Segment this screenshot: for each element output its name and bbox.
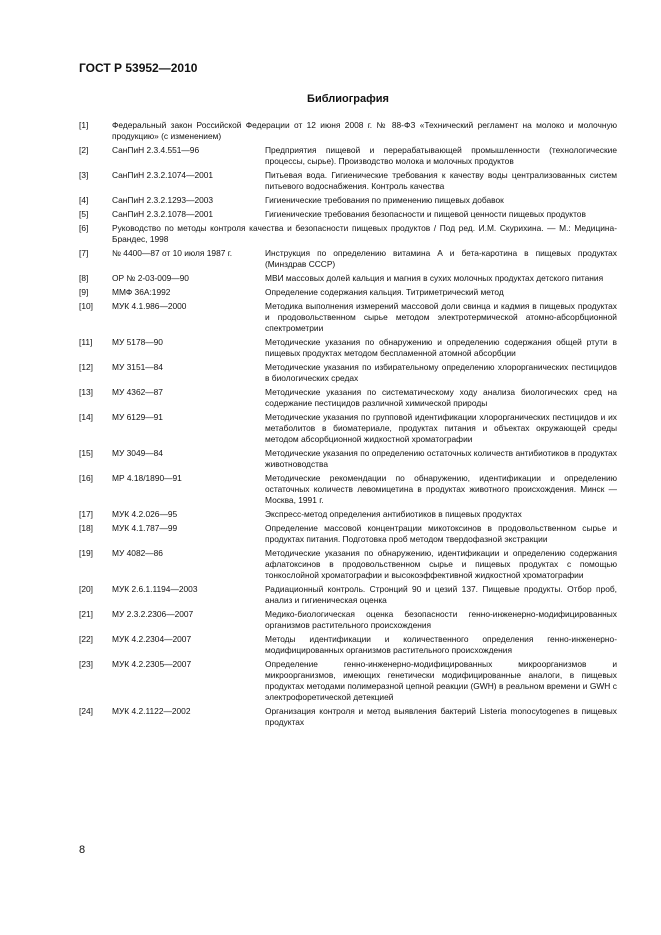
bibliography-entry	[79, 337, 617, 359]
bibliography-entry	[79, 634, 617, 656]
entry-code: МУК 4.2.026—95	[112, 509, 178, 519]
entry-code: МУК 4.2.2304—2007	[112, 634, 192, 644]
bibliography-entry	[79, 548, 617, 581]
bibliography-entry	[79, 170, 617, 192]
entry-code: СанПиН 2.3.2.1074—2001	[112, 170, 214, 180]
entry-description: Питьевая вода. Гигиенические требования к качеству воды централизованных систем питьевого водоснабжения. Контроль качества	[265, 170, 617, 191]
bibliography-entry	[79, 195, 617, 206]
entry-code: МУК 4.2.2305—2007	[112, 659, 192, 669]
entry-description: Экспресс-метод определения антибиотиков в пищевых продуктах	[265, 509, 522, 519]
entry-code: МУ 4082—86	[112, 548, 163, 558]
entry-number: [6]	[79, 223, 89, 233]
entry-code: МУК 4.1.986—2000	[112, 301, 187, 311]
entry-description: Определение содержания кальция. Титриметрический метод	[265, 287, 504, 297]
entry-description: Методы идентификации и количественного определения генно-инженерно-модифицированных организмов растительного происхождения	[265, 634, 617, 655]
entry-description: Методические указания по обнаружению и определению содержания общей ртути в пищевых продуктах методом беспламенной атомной абсорбции	[265, 337, 617, 358]
entry-code: МР 4.18/1890—91	[112, 473, 182, 483]
entry-description: Медико-биологическая оценка безопасности генно-инженерно-модифицированных организмов растительного происхождения	[265, 609, 617, 630]
entry-description: Методические указания по обнаружению, идентификации и определению содержания афлатоксинов в продовольственном сырье и пищевых продуктах с помощью тонкослойной хроматографии и высокоэффективной жидкостной хроматографии	[265, 548, 617, 580]
entry-number: [18]	[79, 523, 93, 533]
entry-description: Предприятия пищевой и перерабатывающей промышленности (технологические процессы, сырье). Производство молока и молочных продуктов	[265, 145, 617, 166]
entry-code: МУК 4.1.787—99	[112, 523, 178, 533]
entry-description: Методика выполнения измерений массовой доли свинца и кадмия в пищевых продуктах и продовольственном сырье методом электротермической атомно-абсорбционной спектрометрии	[265, 301, 617, 333]
entry-number: [7]	[79, 248, 89, 258]
entry-code: № 4400—87 от 10 июля 1987 г.	[112, 248, 233, 258]
entry-number: [24]	[79, 706, 93, 716]
bibliography-entry	[79, 473, 617, 506]
entry-description: Методические рекомендации по обнаружению, идентификации и определению остаточных количеств левомицетина в продуктах животного происхождения. Минск — Москва, 1991 г.	[265, 473, 617, 505]
page-number: 8	[79, 844, 86, 856]
entry-number: [23]	[79, 659, 93, 669]
entry-code: ОР № 2-03-009—90	[112, 273, 189, 283]
bibliography-entry	[79, 223, 617, 245]
entry-description: Методические указания по определению остаточных количеств антибиотиков в продуктах животноводства	[265, 448, 617, 469]
entry-code: ММФ 36А:1992	[112, 287, 171, 297]
entry-code: МУ 3151—84	[112, 362, 163, 372]
bibliography-entry	[79, 209, 617, 220]
entry-code: МУ 5178—90	[112, 337, 163, 347]
entry-number: [2]	[79, 145, 89, 155]
bibliography-entry	[79, 273, 617, 284]
entry-description: МВИ массовых долей кальция и магния в сухих молочных продуктах детского питания	[265, 273, 604, 283]
entry-number: [1]	[79, 120, 89, 130]
entry-number: [9]	[79, 287, 89, 297]
entry-number: [15]	[79, 448, 93, 458]
entry-description: Методические указания по систематическому ходу анализа биологических сред на содержание пестицидов различной химической природы	[265, 387, 617, 408]
entry-number: [13]	[79, 387, 93, 397]
entry-number: [4]	[79, 195, 89, 205]
entry-number: [22]	[79, 634, 93, 644]
entry-code: МУ 2.3.2.2306—2007	[112, 609, 194, 619]
entry-description: Гигиенические требования безопасности и пищевой ценности пищевых продуктов	[265, 209, 586, 219]
bibliography-title: Библиография	[307, 93, 389, 105]
standard-code: ГОСТ Р 53952—2010	[79, 61, 198, 75]
bibliography-entry	[79, 609, 617, 631]
entry-number: [3]	[79, 170, 89, 180]
entry-code: СанПиН 2.3.2.1293—2003	[112, 195, 214, 205]
entry-description: Организация контроля и метод выявления бактерий Listeria monocytogenes в пищевых продуктах	[265, 706, 617, 727]
entry-text: Руководство по методы контроля качества и безопасности пищевых продуктов / Под ред. И.М. Скурихина. — М.: Медицина-Брандес, 1998	[112, 223, 617, 244]
entry-number: [12]	[79, 362, 93, 372]
entry-code: МУ 3049—84	[112, 448, 163, 458]
entry-code: МУ 4362—87	[112, 387, 163, 397]
bibliography-entry	[79, 248, 617, 270]
entry-code: МУ 6129—91	[112, 412, 163, 422]
entry-number: [17]	[79, 509, 93, 519]
bibliography-entry	[79, 145, 617, 167]
entry-description: Методические указания по групповой идентификации хлорорганических пестицидов и их метаболитов в биоматериале, продуктах питания и объектах окружающей среды методом абсорбционной жидкостной хроматографии	[265, 412, 617, 444]
entry-code: СанПиН 2.3.4.551—96	[112, 145, 200, 155]
bibliography-entry	[79, 301, 617, 334]
entry-number: [16]	[79, 473, 93, 483]
entry-text: Федеральный закон Российской Федерации от 12 июня 2008 г. № 88-ФЗ «Технический регламент на молоко и молочную продукцию» (с изменением)	[112, 120, 617, 141]
entry-code: МУК 2.6.1.1194—2003	[112, 584, 198, 594]
entry-description: Определение массовой концентрации микотоксинов в продовольственном сырье и продуктах питания. Подготовка проб методом твердофазной экстракции	[265, 523, 617, 544]
bibliography-entry	[79, 706, 617, 728]
entry-number: [8]	[79, 273, 89, 283]
bibliography-entry	[79, 509, 617, 520]
entry-code: СанПиН 2.3.2.1078—2001	[112, 209, 214, 219]
bibliography-entry	[79, 584, 617, 606]
entry-description: Инструкция по определению витамина А и бета-каротина в пищевых продуктах (Минздрав СССР)	[265, 248, 617, 269]
bibliography-entry	[79, 448, 617, 470]
bibliography-entry	[79, 362, 617, 384]
bibliography-entry	[79, 287, 617, 298]
entry-number: [20]	[79, 584, 93, 594]
entry-number: [5]	[79, 209, 89, 219]
entry-number: [21]	[79, 609, 93, 619]
bibliography-entry	[79, 412, 617, 445]
entry-description: Определение генно-инженерно-модифицированных микроорганизмов и микроорганизмов, имеющих генетически модифицированные аналоги, в пищевых продуктах методами полимеразной цепной реакции (GWH) в реальном времени и GWH с электрофоретической детекцией	[265, 659, 617, 702]
entry-description: Радиационный контроль. Стронций 90 и цезий 137. Пищевые продукты. Отбор проб, анализ и гигиеническая оценка	[265, 584, 617, 605]
entry-description: Гигиенические требования по применению пищевых добавок	[265, 195, 504, 205]
entry-description: Методические указания по избирательному определению хлорорганических пестицидов в биологических средах	[265, 362, 617, 383]
bibliography-entry	[79, 387, 617, 409]
entry-number: [10]	[79, 301, 93, 311]
entry-number: [11]	[79, 337, 93, 347]
bibliography-list	[79, 120, 617, 731]
bibliography-entry	[79, 659, 617, 703]
bibliography-entry	[79, 523, 617, 545]
entry-code: МУК 4.2.1122—2002	[112, 706, 191, 716]
entry-number: [14]	[79, 412, 93, 422]
entry-number: [19]	[79, 548, 93, 558]
bibliography-entry	[79, 120, 617, 142]
